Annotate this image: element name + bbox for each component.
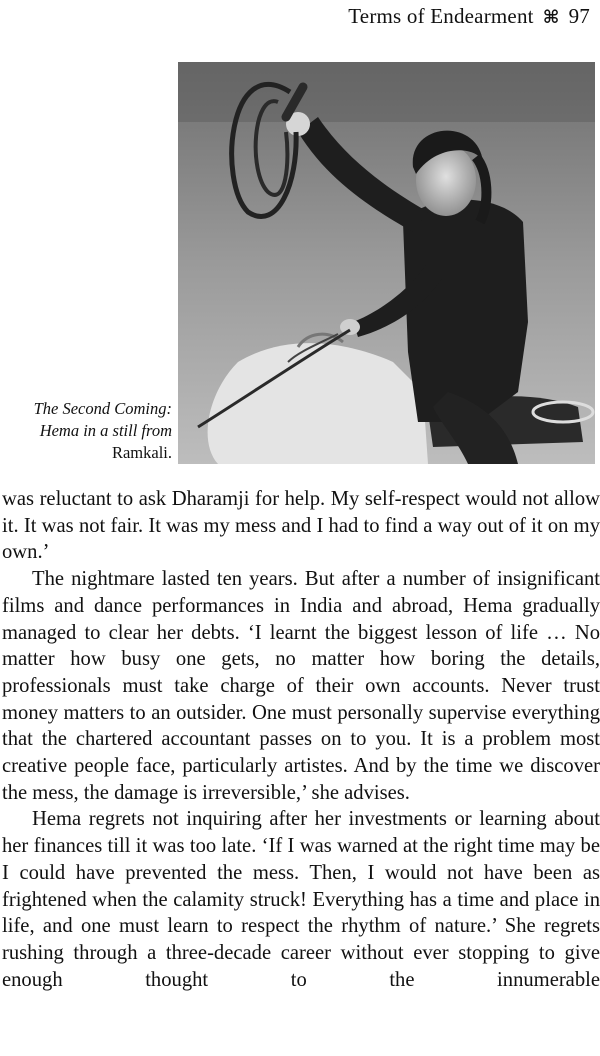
paragraph-1: was reluctant to ask Dharamji for help. My self-respect would not allow it. It was not fair. It was my mess and I had to find a way out of it on my own.’ [2,488,600,564]
paragraph-2: The nightmare lasted ten years. But after a number of insignificant films and dance performances in India and abroad, Hema gradually managed to clear her debts. ‘I learnt the biggest lesson of life … No matter how busy one gets, no matter how boring the details, professionals must take charge of their own accounts. Never trust money matters to an outsider. One must personally supervise everything that the chartered accountant passes on to you. It is a problem most creative people face, particularly artistes. And by the time we discover the mess, the damage is irreversible,’ she advises. [2,568,600,804]
command-symbol-icon: ⌘ [542,7,560,28]
figure-caption [2,398,172,464]
running-head-title: Terms of Endearment [348,4,534,28]
film-still-photo [178,62,595,464]
page-number: 97 [568,4,590,28]
caption-line-2: Hema in a still from [39,421,172,440]
body-text [2,486,600,993]
paragraph-3: Hema regrets not inquiring after her investments or learning about her finances till it was too late. ‘If I was warned at the right time may be I could have prevented the mess. Then, I would not have been as frightened when the calamity struck! Everything has a time and place in life, and one must learn to respect the rhythm of nature.’ She regrets rushing through a three-decade career without ever stopping to give enough thought to the innumerable [2,808,600,991]
caption-line-1: The Second Coming: [33,399,172,418]
film-still-illustration [178,62,595,464]
running-head [348,4,590,29]
caption-film-title: Ramkali. [111,443,172,462]
